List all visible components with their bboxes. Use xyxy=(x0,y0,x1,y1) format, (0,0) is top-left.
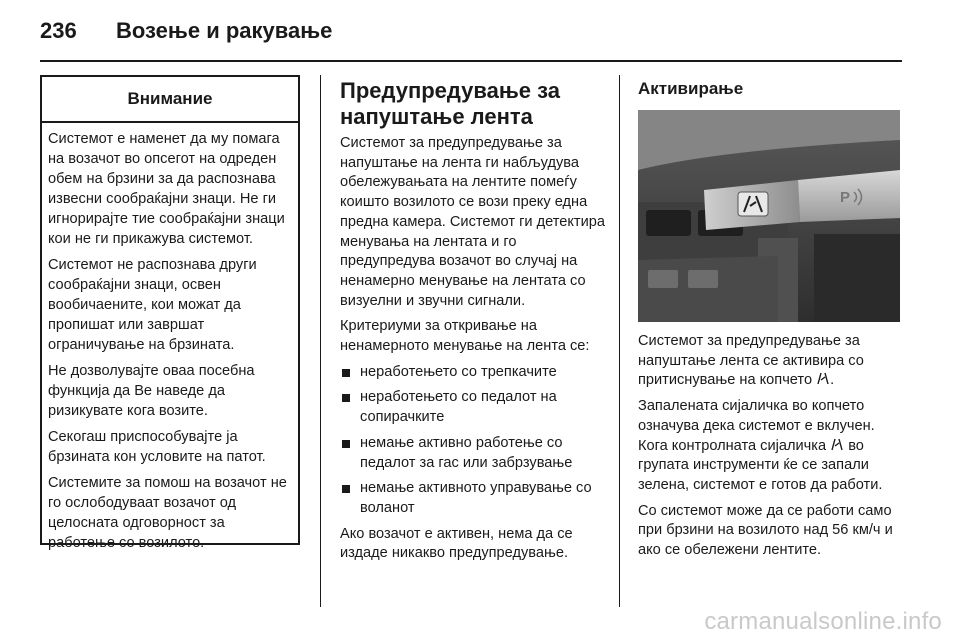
dashboard-photo xyxy=(638,110,900,322)
watermark: carmanualsonline.info xyxy=(704,608,942,635)
warning-paragraph: Системот не распознава други сообраќајни знаци, освен вообичаените, кои можат да пропишат или завршат ограничување на брзината. xyxy=(48,257,257,353)
bullet-icon xyxy=(342,485,350,493)
lane-departure-icon xyxy=(830,438,844,451)
criteria-intro: Критериуми за откривање на ненамерното менување на лента се: xyxy=(340,318,590,355)
section-outro: Ако возачот е активен, нема да се издаде никакво предупредување. xyxy=(340,525,573,562)
activation-text-end: . xyxy=(830,372,835,389)
section-intro: Системот за предупредување за напуштање на лента ги набљудува обележувањата на лентите помеѓу коишто возилото се вози преку една предна камера. Системот ги детектира менувања на лентата и го предупредува возачот во случај на ненамерно менување на лентата со визуелни и звучни сигнали. xyxy=(340,135,605,309)
list-item xyxy=(340,434,608,473)
page-title: Возење и ракување xyxy=(116,18,333,43)
dashboard-photo-drawing xyxy=(638,110,900,322)
bullet-icon xyxy=(342,440,350,448)
indicator-text-end: во групата инструменти ќе се запали зелена, системот е готов да работи. xyxy=(638,437,883,493)
lane-departure-icon xyxy=(738,192,768,216)
page-number: 236 xyxy=(40,18,77,43)
activation-heading: Активирање xyxy=(638,79,744,98)
list-item xyxy=(340,479,608,518)
indicator-text: Запалената сијаличка во копчето означува дека системот е вклучен. Кога контролната сијаличка xyxy=(638,398,875,454)
list-item-text: немање активно работење со педалот за гас или забрзување xyxy=(360,434,573,471)
column-divider xyxy=(320,75,321,607)
list-item xyxy=(340,363,608,383)
speed-paragraph: Со системот може да се работи само при брзини на возилото над 56 км/ч и ако се обележени лентите. xyxy=(638,502,893,559)
warning-heading: Внимание xyxy=(42,77,298,123)
section-heading: Предупредување за напуштање лента xyxy=(340,78,561,129)
column-divider xyxy=(619,75,620,607)
parking-label: P xyxy=(840,189,851,206)
bullet-icon xyxy=(342,369,350,377)
warning-paragraph: Секогаш приспособувајте ја брзината кон условите на патот. xyxy=(48,429,266,465)
warning-paragraph: Системите за помош на возачот не го ослободуваат возачот од целосната одговорност за работење со возилото. xyxy=(48,475,287,551)
lane-departure-section xyxy=(340,78,608,570)
list-item-text: неработењето со трепкачите xyxy=(360,363,557,380)
lane-departure-icon xyxy=(816,372,830,385)
header-rule xyxy=(40,60,902,62)
list-item-text: неработењето со педалот на сопирачките xyxy=(360,389,557,426)
activation-paragraph xyxy=(638,332,902,391)
warning-body xyxy=(42,123,298,553)
list-item-text: немање активното управување со воланот xyxy=(360,480,592,516)
list-item xyxy=(340,388,608,427)
warning-paragraph: Не дозволувајте оваа посебна функција да Ве наведе да ризикувате кога возите. xyxy=(48,363,255,419)
activation-text: Системот за предупредување за напуштање лента се активира со притиснување на копчето xyxy=(638,333,864,389)
warning-box xyxy=(40,75,300,551)
warning-paragraph: Системот е наменет да му помага на возачот во опсегот на одреден обем на брзини за да распознава извесни сообраќајни знаци. Не ги игнорирајте тие сообраќајни знаци кои не ги прикажува системот. xyxy=(48,131,285,247)
criteria-list xyxy=(340,363,608,519)
activation-section xyxy=(638,78,902,567)
bullet-icon xyxy=(342,394,350,402)
indicator-paragraph xyxy=(638,397,902,496)
